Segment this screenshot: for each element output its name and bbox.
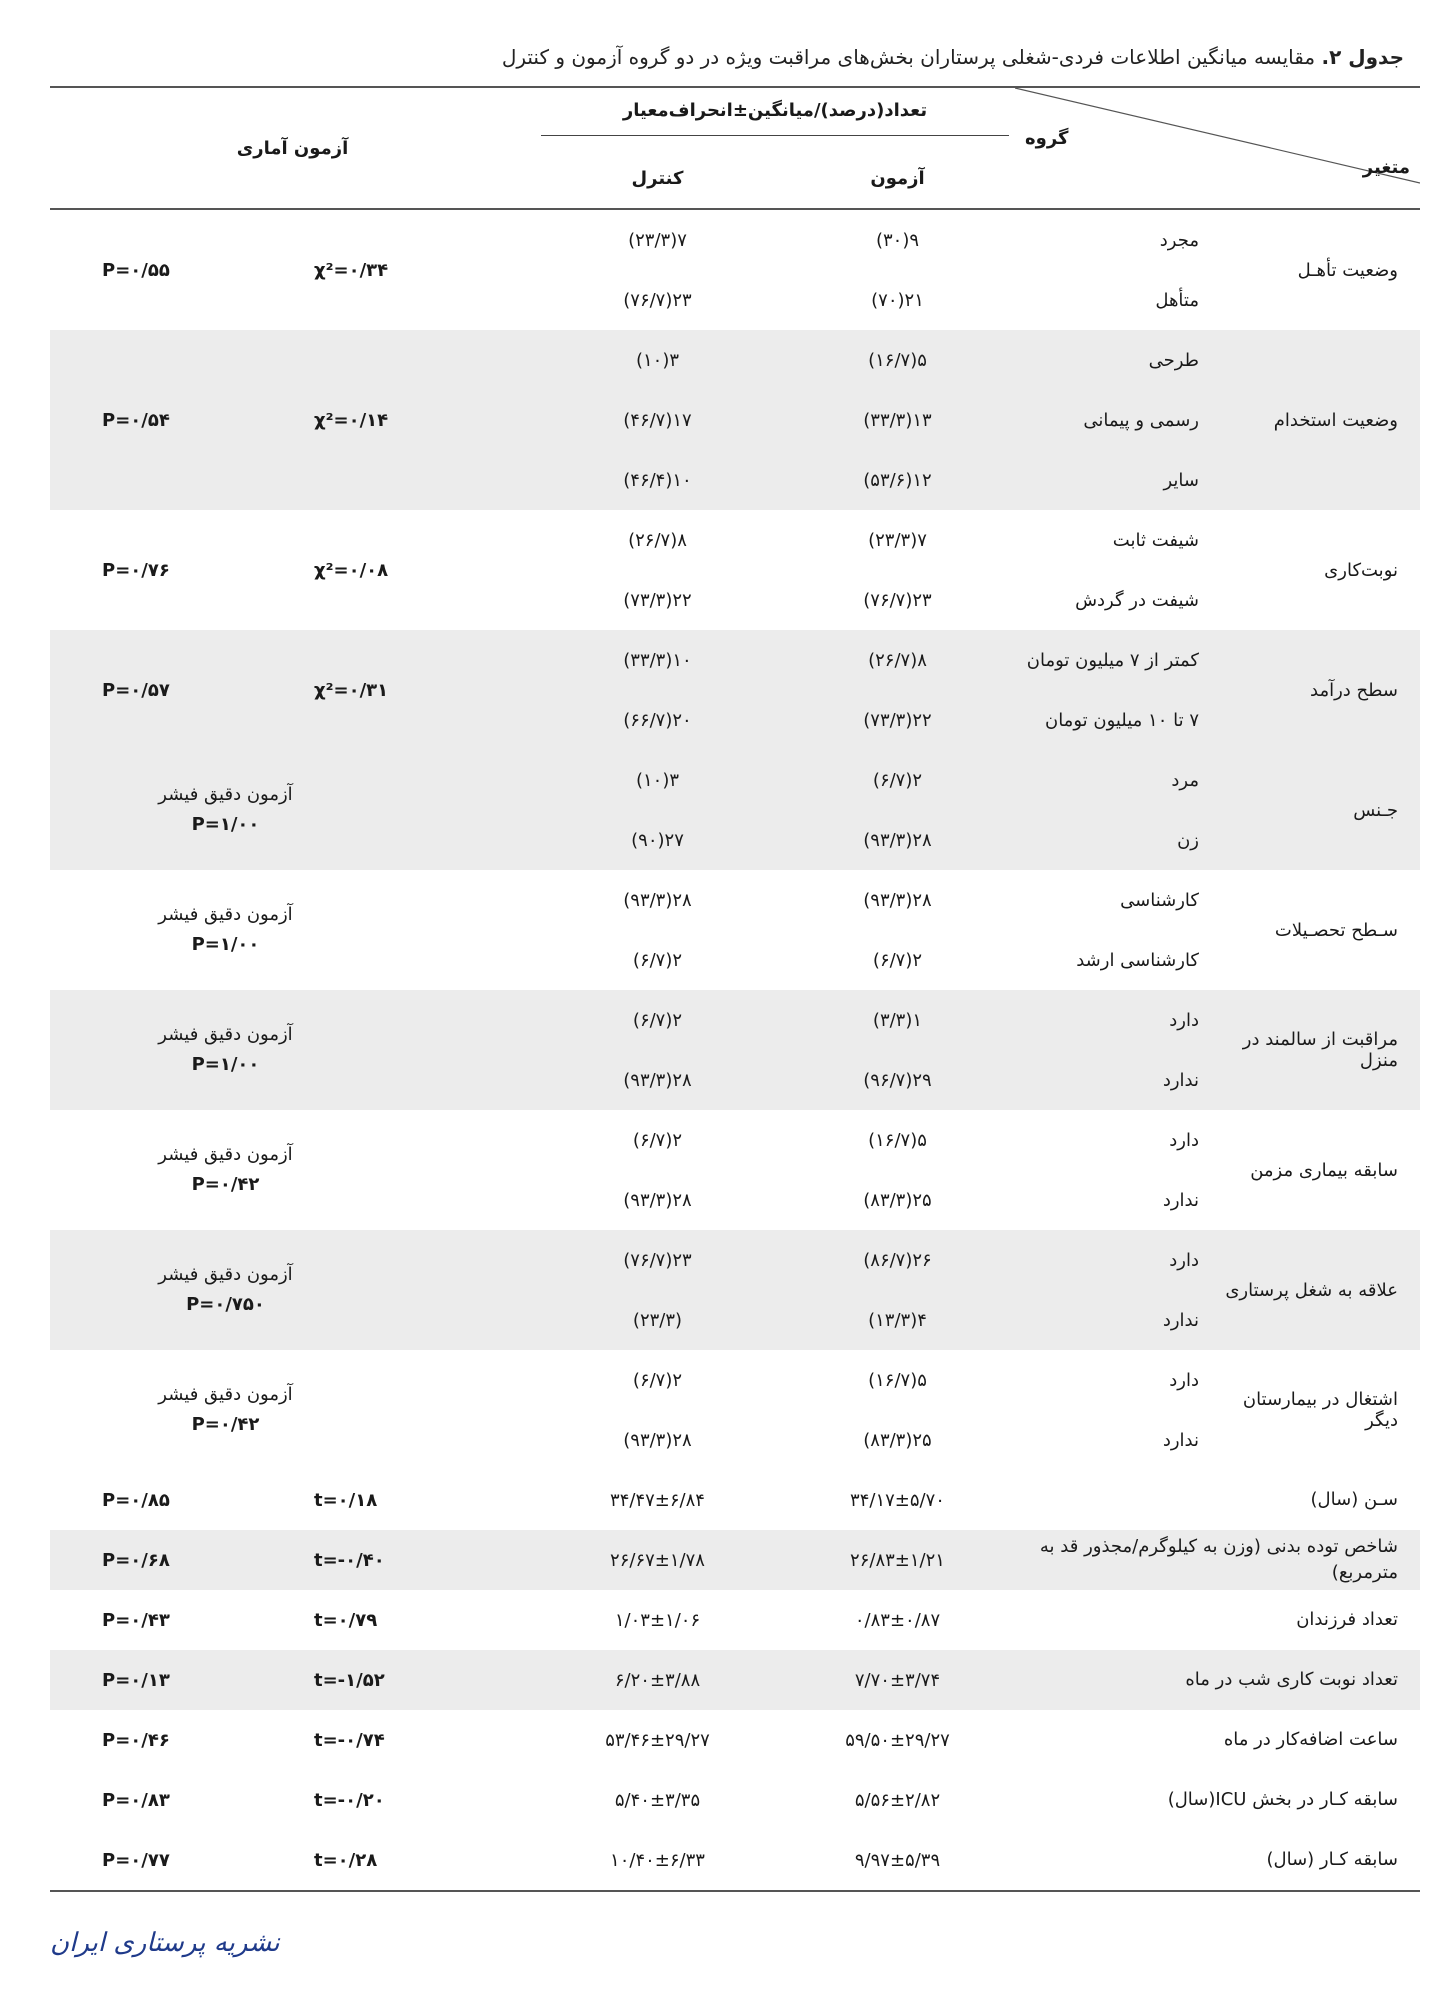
- control-value-cell: ۲(۶/۷): [535, 990, 780, 1050]
- level-cell: کمتر از ۷ میلیون تومان: [1015, 630, 1205, 690]
- control-value-cell: ۱/۰۳±۱/۰۶: [614, 1609, 701, 1631]
- test-col-header: آزمون: [870, 167, 925, 189]
- level-cell: دارد: [1015, 990, 1205, 1050]
- comparison-table: [50, 86, 1420, 1892]
- p-value: P=۰/۷۵۰: [186, 1294, 265, 1315]
- fisher-test-cell: [50, 1110, 535, 1230]
- control-value-cell: ۱۰/۴۰±۶/۳۳: [610, 1849, 705, 1871]
- table-row: [50, 1110, 1420, 1170]
- p-value-cell: P=۰/۴۶: [102, 1729, 170, 1751]
- test-value-cell: ۹(۳۰): [875, 229, 920, 251]
- p-value-cell: P=۰/۸۵: [102, 1489, 170, 1511]
- stat-value-cell: t=-۱/۵۲: [290, 1650, 535, 1710]
- test-value-cell: ۵(۱۶/۷): [780, 330, 1015, 390]
- test-value-cell: ۷(۲۳/۳): [868, 529, 927, 551]
- variable-cell: مراقبت از سالمند در منزل: [1205, 990, 1420, 1110]
- control-value-cell: ۲۸(۹۳/۳): [535, 1050, 780, 1110]
- control-value-cell: ۲۰(۶۶/۷): [535, 690, 780, 750]
- control-value-cell: ۲۳(۷۶/۷): [623, 289, 692, 311]
- test-value-cell: ۲۵(۸۳/۳): [863, 1429, 932, 1451]
- test-value-cell: ۲۱(۷۰): [871, 289, 924, 311]
- p-value-cell: P=۰/۶۸: [50, 1530, 290, 1590]
- table-row: [50, 1770, 1420, 1830]
- p-value-cell: P=۰/۸۳: [102, 1789, 170, 1811]
- control-value-cell: ۲۸(۹۳/۳): [623, 1429, 692, 1451]
- stat-value-cell: χ²=۰/۰۸: [314, 559, 389, 581]
- table-row: [50, 1530, 1420, 1590]
- stat-value-cell: t=۰/۷۹: [314, 1609, 378, 1631]
- test-value-cell: ۰/۸۳±۰/۸۷: [854, 1609, 941, 1631]
- p-value-cell: P=۰/۵۵: [102, 259, 170, 281]
- control-value-cell: ۲۷(۹۰): [535, 810, 780, 870]
- control-value-cell: ۱۰(۳۳/۳): [535, 630, 780, 690]
- table-row: [50, 1470, 1420, 1530]
- level-cell: رسمی و پیمانی: [1015, 390, 1205, 450]
- level-cell: شیفت ثابت: [1112, 529, 1199, 551]
- fisher-test-label: آزمون دقیق فیشر: [158, 1264, 293, 1285]
- test-value-cell: ۲۸(۹۳/۳): [780, 810, 1015, 870]
- test-value-cell: ۲۸(۹۳/۳): [863, 889, 932, 911]
- fisher-test-label: آزمون دقیق فیشر: [158, 1144, 293, 1165]
- p-value: P=۱/۰۰: [191, 814, 260, 835]
- variable-cell: شاخص توده بدنی (وزن به کیلوگرم/مجذور قد به مترمربع): [1015, 1530, 1420, 1590]
- test-value-cell: ۵(۱۶/۷): [868, 1369, 927, 1391]
- level-cell: متأهل: [1155, 289, 1199, 311]
- p-value: P=۰/۴۲: [191, 1174, 260, 1195]
- table-row: [50, 330, 1420, 390]
- control-value-cell: ۸(۲۶/۷): [628, 529, 687, 551]
- fisher-test-cell: [50, 1350, 535, 1470]
- table-row: [50, 1230, 1420, 1290]
- variable-cell: سابقه کـار (سال): [1266, 1849, 1398, 1870]
- group-header: گروه: [1025, 128, 1069, 149]
- test-value-cell: ۴(۱۳/۳): [780, 1290, 1015, 1350]
- table-row: [50, 1830, 1420, 1891]
- control-value-cell: ۱۰(۴۶/۴): [535, 450, 780, 510]
- fisher-test-label: آزمون دقیق فیشر: [158, 784, 293, 805]
- test-value-cell: ۷/۷۰±۳/۷۴: [780, 1650, 1015, 1710]
- test-value-cell: ۵(۱۶/۷): [868, 1129, 927, 1151]
- table-row: [50, 1350, 1420, 1410]
- level-cell: مرد: [1015, 750, 1205, 810]
- fisher-test-label: آزمون دقیق فیشر: [158, 1024, 293, 1045]
- table-row: [50, 510, 1420, 570]
- level-cell: ندارد: [1015, 1290, 1205, 1350]
- variable-group-header: [1015, 87, 1420, 209]
- variable-cell: وضعیت تأهـل: [1297, 259, 1398, 281]
- control-value-cell: ۲(۶/۷): [632, 1129, 683, 1151]
- stats-header: تعداد(درصد)/میانگین±انحراف‌معیار: [535, 87, 1015, 148]
- control-value-cell: ۲۶/۶۷±۱/۷۸: [535, 1530, 780, 1590]
- test-value-cell: ۹/۹۷±۵/۳۹: [854, 1849, 941, 1871]
- test-value-cell: ۲۶(۸۶/۷): [780, 1230, 1015, 1290]
- control-value-cell: ۲۲(۷۳/۳): [623, 589, 692, 611]
- fisher-test-cell: [50, 750, 535, 870]
- table-row: [50, 870, 1420, 930]
- caption-label: جدول ۲.: [1321, 45, 1404, 69]
- control-value-cell: ۶/۲۰±۳/۸۸: [535, 1650, 780, 1710]
- test-value-cell: ۲۳(۷۶/۷): [863, 589, 932, 611]
- level-cell: ندارد: [1162, 1429, 1199, 1451]
- control-value-cell: ۲۸(۹۳/۳): [623, 1189, 692, 1211]
- level-cell: زن: [1015, 810, 1205, 870]
- level-cell: طرحی: [1015, 330, 1205, 390]
- test-value-cell: ۲۹(۹۶/۷): [780, 1050, 1015, 1110]
- table-body: [50, 209, 1420, 1891]
- level-cell: دارد: [1169, 1129, 1199, 1151]
- variable-header: متغیر: [1362, 157, 1410, 178]
- level-cell: ندارد: [1015, 1050, 1205, 1110]
- control-value-cell: ۲۸(۹۳/۳): [623, 889, 692, 911]
- control-value-cell: ۲(۶/۷): [632, 949, 683, 971]
- p-value: P=۰/۴۲: [191, 1414, 260, 1435]
- fisher-test-label: آزمون دقیق فیشر: [158, 904, 293, 925]
- level-cell: کارشناسی ارشد: [1076, 949, 1199, 971]
- level-cell: ندارد: [1162, 1189, 1199, 1211]
- p-value-cell: P=۰/۵۴: [50, 330, 290, 510]
- control-value-cell: ۲(۶/۷): [632, 1369, 683, 1391]
- control-value-cell: ۳(۱۰): [535, 330, 780, 390]
- table-row: [50, 1650, 1420, 1710]
- test-value-cell: ۲(۶/۷): [780, 750, 1015, 810]
- test-value-cell: ۵۹/۵۰±۲۹/۲۷: [845, 1729, 950, 1751]
- stat-value-cell: t=۰/۱۸: [314, 1489, 378, 1511]
- stat-value-cell: t=-۰/۴۰: [290, 1530, 535, 1590]
- control-value-cell: ۷(۲۳/۳): [628, 229, 687, 251]
- table-row: [50, 1590, 1420, 1650]
- variable-cell: سـن (سال): [1310, 1489, 1398, 1510]
- stat-value-cell: t=-۰/۲۰: [314, 1789, 385, 1811]
- level-cell: دارد: [1169, 1369, 1199, 1391]
- variable-cell: سابقه بیماری مزمن: [1250, 1159, 1398, 1181]
- test-value-cell: ۲۲(۷۳/۳): [780, 690, 1015, 750]
- control-col-header: کنترل: [631, 167, 684, 189]
- fisher-test-label: آزمون دقیق فیشر: [158, 1384, 293, 1405]
- caption-text: مقایسه میانگین اطلاعات فردی-شغلی پرستاران بخش‌های مراقبت ویژه در دو گروه آزمون و کنترل: [501, 45, 1316, 69]
- test-value-cell: ۵/۵۶±۲/۸۲: [854, 1789, 941, 1811]
- fisher-test-cell: [50, 990, 535, 1110]
- diagonal-divider: [1015, 88, 1420, 208]
- test-value-cell: ۸(۲۶/۷): [780, 630, 1015, 690]
- test-value-cell: ۲۵(۸۳/۳): [863, 1189, 932, 1211]
- table-row: [50, 750, 1420, 810]
- stat-value-cell: t=۰/۲۸: [314, 1849, 378, 1871]
- table-row: [50, 990, 1420, 1050]
- table-row: [50, 630, 1420, 690]
- stat-value-cell: t=-۰/۷۴: [314, 1729, 385, 1751]
- control-value-cell: ۳(۱۰): [535, 750, 780, 810]
- control-value-cell: ۲۳(۷۶/۷): [535, 1230, 780, 1290]
- variable-cell: نوبت‌کاری: [1324, 559, 1398, 581]
- variable-cell: تعداد فرزندان: [1296, 1609, 1398, 1630]
- variable-cell: تعداد نوبت کاری شب در ماه: [1015, 1650, 1420, 1710]
- variable-cell: سطح درآمد: [1205, 630, 1420, 750]
- control-value-cell: ۳۴/۴۷±۶/۸۴: [610, 1489, 705, 1511]
- control-value-cell: ۱۷(۴۶/۷): [535, 390, 780, 450]
- table-caption: [44, 42, 1404, 72]
- control-value-cell: ۵۳/۴۶±۲۹/۲۷: [605, 1729, 710, 1751]
- test-value-cell: ۱۳(۳۳/۳): [780, 390, 1015, 450]
- p-value-cell: P=۰/۷۷: [102, 1849, 170, 1871]
- stat-value-cell: χ²=۰/۳۱: [290, 630, 535, 750]
- stat-test-header: آزمون آماری: [236, 137, 349, 159]
- p-value: P=۱/۰۰: [191, 934, 260, 955]
- test-value-cell: ۳۴/۱۷±۵/۷۰: [850, 1489, 945, 1511]
- fisher-test-cell: [50, 1230, 535, 1350]
- level-cell: مجرد: [1159, 229, 1199, 251]
- test-value-cell: ۱(۳/۳): [780, 990, 1015, 1050]
- variable-cell: علاقه به شغل پرستاری: [1205, 1230, 1420, 1350]
- control-value-cell: ۵/۴۰±۳/۳۵: [614, 1789, 701, 1811]
- variable-cell: سـطح تحصـیلات: [1274, 919, 1398, 941]
- level-cell: دارد: [1015, 1230, 1205, 1290]
- variable-cell: ساعت اضافه‌کار در ماه: [1223, 1729, 1398, 1750]
- p-value-cell: P=۰/۵۷: [50, 630, 290, 750]
- level-cell: سایر: [1015, 450, 1205, 510]
- p-value-cell: P=۰/۱۳: [50, 1650, 290, 1710]
- p-value-cell: P=۰/۷۶: [102, 559, 170, 581]
- variable-cell: اشتغال در بیمارستان دیگر: [1242, 1389, 1398, 1431]
- variable-cell: وضعیت استخدام: [1205, 330, 1420, 510]
- variable-cell: جـنس: [1205, 750, 1420, 870]
- table-row: [50, 209, 1420, 270]
- p-value-cell: P=۰/۴۳: [102, 1609, 170, 1631]
- test-value-cell: ۲(۶/۷): [872, 949, 923, 971]
- p-value: P=۱/۰۰: [191, 1054, 260, 1075]
- level-cell: ۷ تا ۱۰ میلیون تومان: [1015, 690, 1205, 750]
- level-cell: کارشناسی: [1120, 889, 1199, 911]
- test-value-cell: ۲۶/۸۳±۱/۲۱: [780, 1530, 1015, 1590]
- variable-cell: سابقه کـار در بخش ICU(سال): [1167, 1789, 1398, 1810]
- test-value-cell: ۱۲(۵۳/۶): [780, 450, 1015, 510]
- level-cell: شیفت در گردش: [1075, 589, 1199, 611]
- table-row: [50, 1710, 1420, 1770]
- stat-value-cell: χ²=۰/۱۴: [290, 330, 535, 510]
- fisher-test-cell: [50, 870, 535, 990]
- control-value-cell: (۲۳/۳): [535, 1290, 780, 1350]
- stat-value-cell: χ²=۰/۳۴: [314, 259, 389, 281]
- journal-logo: نشریه پرستاری ایران: [50, 1928, 280, 1958]
